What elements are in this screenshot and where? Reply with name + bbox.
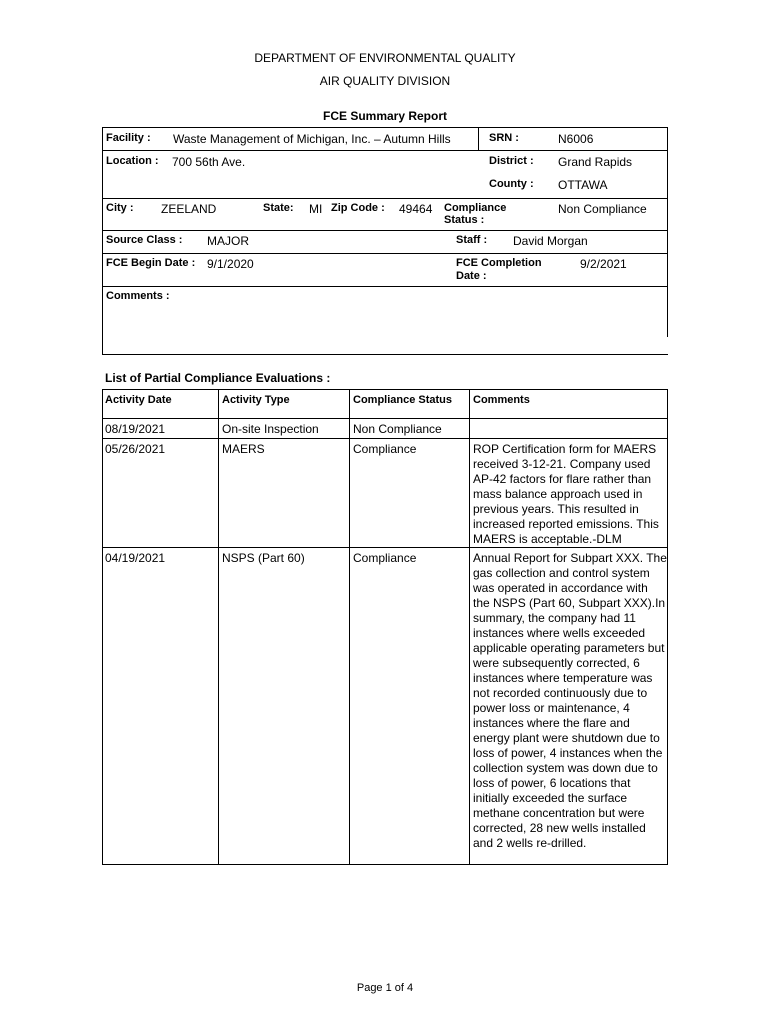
- fce-begin-label: FCE Begin Date :: [106, 257, 196, 269]
- state-label: State:: [263, 202, 294, 214]
- fce-completion-value: 9/2/2021: [580, 257, 627, 271]
- column-header-comments: Comments: [473, 394, 530, 406]
- srn-value: N6006: [558, 132, 594, 146]
- comments-label: Comments :: [106, 290, 170, 302]
- source-class-label: Source Class :: [106, 234, 183, 246]
- pce-col-right: [667, 389, 668, 865]
- row2-comments: ROP Certification form for MAERS received 3-12-21. Company used AP-42 factors for flare rather than mass balance approach used in previous years. This resulted in increased reported emissions. This MAERS is acceptable.-DLM: [473, 442, 659, 546]
- fce-begin-value: 9/1/2020: [207, 257, 254, 271]
- source-row-divider: [102, 230, 668, 231]
- row1-activity-type: On-site Inspection: [222, 422, 319, 436]
- fce-completion-label: FCE Completion: [456, 257, 542, 269]
- pce-col-divider-2: [349, 389, 350, 865]
- city-row-divider: [102, 198, 668, 199]
- page-number: Page 1 of 4: [356, 982, 414, 994]
- facility-box-left: [102, 127, 103, 355]
- row2-compliance-status: Compliance: [353, 442, 417, 456]
- staff-label: Staff :: [456, 234, 488, 246]
- source-class-value: MAJOR: [207, 234, 249, 248]
- srn-label: SRN :: [489, 132, 519, 144]
- row3-compliance-status: Compliance: [353, 551, 417, 565]
- pce-row2-bottom: [102, 547, 668, 548]
- county-label: County :: [489, 178, 534, 190]
- department-title: DEPARTMENT OF ENVIRONMENTAL QUALITY: [254, 51, 516, 65]
- facility-label: Facility :: [106, 132, 151, 144]
- location-label: Location :: [106, 155, 159, 167]
- division-title: AIR QUALITY DIVISION: [319, 74, 451, 88]
- compliance-status-value: Non Compliance: [558, 202, 647, 216]
- row3-activity-date: 04/19/2021: [105, 551, 166, 565]
- facility-box-bottom: [102, 354, 668, 355]
- zip-value: 49464: [399, 202, 433, 216]
- pce-col-divider-3: [469, 389, 470, 865]
- fce-row-divider: [102, 253, 668, 254]
- district-value: Grand Rapids: [558, 155, 633, 169]
- staff-value: David Morgan: [513, 234, 588, 248]
- comments-row-divider: [102, 286, 668, 287]
- pce-col-left: [102, 389, 103, 865]
- city-value: ZEELAND: [161, 202, 217, 216]
- row1-activity-date: 08/19/2021: [105, 422, 166, 436]
- facility-row-divider: [102, 150, 668, 151]
- row1-compliance-status: Non Compliance: [353, 422, 442, 436]
- row2-activity-type: MAERS: [222, 442, 265, 456]
- facility-value: Waste Management of Michigan, Inc. – Autumn Hills: [173, 132, 451, 146]
- city-label: City :: [106, 202, 134, 214]
- location-value: 700 56th Ave.: [172, 155, 246, 169]
- county-value: OTTAWA: [558, 178, 608, 192]
- pce-col-divider-1: [218, 389, 219, 865]
- fce-completion-label-2: Date :: [456, 270, 487, 282]
- compliance-status-label: Compliance: [444, 202, 507, 214]
- pce-header-bottom: [102, 418, 668, 419]
- facility-box-top: [102, 127, 668, 128]
- srn-divider: [478, 127, 479, 150]
- pce-table-top: [102, 389, 668, 390]
- column-header-compliance-status: Compliance Status: [353, 394, 453, 406]
- state-value: MI: [309, 202, 323, 216]
- row2-activity-date: 05/26/2021: [105, 442, 166, 456]
- pce-row1-bottom: [102, 438, 668, 439]
- row3-activity-type: NSPS (Part 60): [222, 551, 305, 565]
- facility-box-right: [667, 127, 668, 337]
- zip-label: Zip Code :: [331, 202, 385, 214]
- pce-table-bottom: [102, 864, 668, 865]
- column-header-activity-type: Activity Type: [222, 394, 290, 406]
- district-label: District :: [489, 155, 534, 167]
- row3-comments: Annual Report for Subpart XXX. The gas collection and control system was operated in accordance with the NSPS (Part 60, Subpart XXX).In summary, the company had 11 instances where wells exceeded applicable operating parameters but were subsequently corrected, 6 instances where temperature was not recorded continuously due to power loss or maintenance, 4 instances where the flare and energy plant were shutdown due to loss of power, 4 instances when the collection system was down due to loss of power, 6 locations that initially exceeded the surface methane concentration but were corrected, 28 new wells installed and 2 wells re-drilled.: [473, 551, 667, 850]
- compliance-status-label-2: Status :: [444, 214, 485, 226]
- report-title: FCE Summary Report: [322, 109, 448, 123]
- pce-list-title: List of Partial Compliance Evaluations :: [105, 371, 331, 385]
- column-header-activity-date: Activity Date: [105, 394, 172, 406]
